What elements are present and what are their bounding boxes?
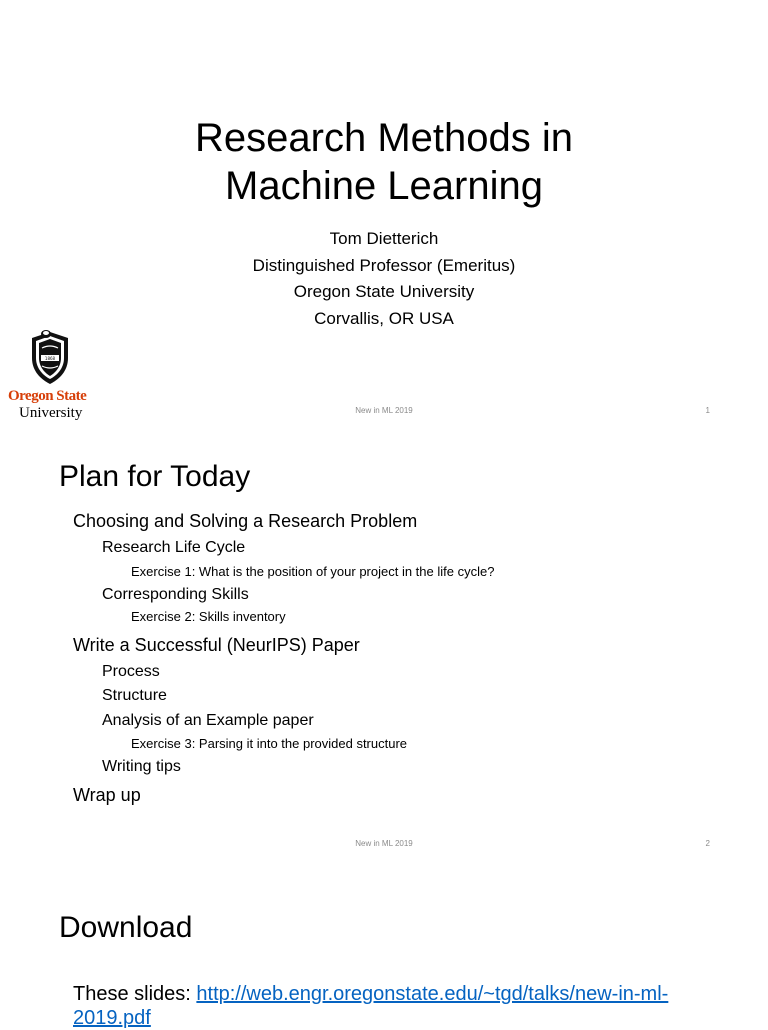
- author-location: Corvallis, OR USA: [314, 308, 454, 328]
- logo-text-oregon-state: Oregon State: [8, 388, 87, 404]
- outline-item: Analysis of an Example paper: [102, 712, 314, 729]
- author-block: [0, 226, 768, 332]
- svg-text:1868: 1868: [44, 356, 56, 361]
- author-name: Tom Dietterich: [329, 229, 439, 248]
- download-label: These slides:: [73, 983, 197, 1005]
- outline-item: Choosing and Solving a Research Problem: [73, 511, 418, 531]
- slides-download-link[interactable]: http://web.engr.oregonstate.edu/~tgd/talks/new-in-ml-2019.pdf: [73, 983, 669, 1029]
- outline-item: Exercise 2: Skills inventory: [131, 609, 286, 624]
- outline-item: Writing tips: [102, 758, 181, 775]
- title-slide: [0, 0, 768, 432]
- download-slide: [0, 864, 768, 1029]
- outline-item: Corresponding Skills: [102, 586, 249, 603]
- slide-title: [0, 114, 768, 210]
- slide-footer: New in ML 2019: [355, 839, 413, 848]
- author-position: Distinguished Professor (Emeritus): [252, 255, 516, 275]
- outline-item: Exercise 3: Parsing it into the provided structure: [131, 736, 408, 751]
- download-line: [73, 982, 713, 1030]
- agenda-outline: [0, 510, 768, 806]
- slide-heading: Download: [59, 911, 193, 944]
- page-number: 1: [705, 406, 710, 415]
- logo-text-university: University: [19, 405, 83, 421]
- outline-item: Exercise 1: What is the position of your project in the life cycle?: [131, 564, 495, 579]
- outline-item: Research Life Cycle: [102, 539, 246, 556]
- slide-footer: New in ML 2019: [355, 406, 413, 415]
- author-institution: Oregon State University: [293, 282, 475, 301]
- agenda-slide: [0, 432, 768, 864]
- title-line-2: Machine Learning: [225, 164, 543, 208]
- slide-heading: Plan for Today: [59, 460, 251, 493]
- outline-item: Structure: [102, 687, 167, 704]
- outline-item: Process: [102, 663, 160, 680]
- beaver-seal-icon: [26, 328, 74, 388]
- outline-item: Write a Successful (NeurIPS) Paper: [73, 635, 360, 655]
- outline-item: Wrap up: [73, 785, 141, 805]
- page-number: 2: [705, 839, 710, 848]
- title-line-1: Research Methods in: [195, 116, 573, 160]
